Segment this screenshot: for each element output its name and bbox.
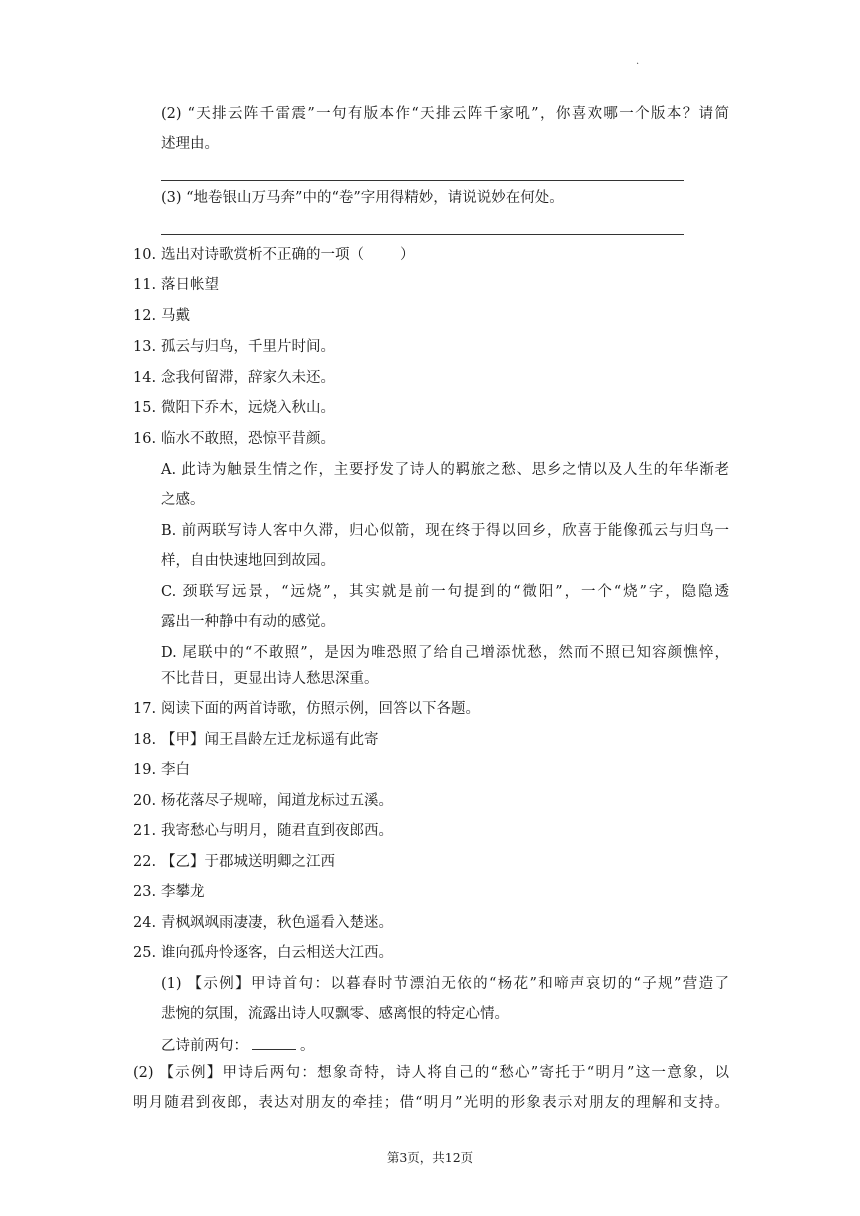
- example-1-line-3: 乙诗前两句： 。: [161, 1035, 315, 1056]
- option-b-line-1: B. 前两联写诗人客中久滞，归心似箭，现在终于得以回乡，欣喜于能像孤云与归鸟一: [161, 523, 729, 539]
- item-10: 10. 选出对诗歌赏析不正确的一项（ ）: [133, 247, 415, 263]
- item-25: 25. 谁向孤舟怜逐客，白云相送大江西。: [133, 945, 393, 961]
- answer-line-2[interactable]: [161, 180, 684, 181]
- option-d-line-2: 不比昔日，更显出诗人愁思深重。: [161, 671, 379, 687]
- item-19: 19. 李白: [133, 762, 190, 778]
- option-d-line-1: D. 尾联中的“不敢照”，是因为唯恐照了给自己增添忧愁，然而不照已知容颜憔悴，: [161, 645, 729, 661]
- item-18: 18. 【甲】闻王昌龄左迁龙标遥有此寄: [133, 732, 379, 748]
- item-23: 23. 李攀龙: [133, 884, 205, 900]
- option-c-line-2: 露出一种静中有动的感觉。: [161, 614, 335, 630]
- answer-line-3[interactable]: [161, 234, 684, 235]
- option-a-line-2: 之感。: [161, 492, 205, 508]
- item-21: 21. 我寄愁心与明月，随君直到夜郎西。: [133, 823, 393, 839]
- item-16: 16. 临水不敢照，恐惊平昔颜。: [133, 431, 335, 447]
- option-b-line-2: 样，自由快速地回到故园。: [161, 553, 335, 569]
- item-24: 24. 青枫飒飒雨凄凄，秋色遥看入楚迷。: [133, 915, 393, 931]
- question-3: (3) “地卷银山万马奔”中的“卷”字用得精妙，请说说妙在何处。: [161, 190, 564, 206]
- item-11: 11. 落日帐望: [133, 277, 219, 293]
- example-1-line-1: (1) 【示例】甲诗首句：以暮春时节漂泊无依的“杨花”和啼声哀切的“子规”营造了: [161, 976, 729, 992]
- example-1-line-2: 悲惋的氛围，流露出诗人叹飘零、感离恨的特定心情。: [161, 1006, 509, 1022]
- page-footer: 第3页，共12页: [386, 1150, 474, 1165]
- example-2-line-1: (2) 【示例】甲诗后两句：想象奇特，诗人将自己的“愁心”寄托于“明月”这一意象，以: [133, 1065, 729, 1081]
- question-2-line-1: (2) “天排云阵千雷震”一句有版本作“天排云阵千家吼”，你喜欢哪一个版本？请简: [161, 106, 729, 122]
- item-14: 14. 念我何留滞，辞家久未还。: [133, 370, 335, 386]
- item-20: 20. 杨花落尽子规啼，闻道龙标过五溪。: [133, 793, 393, 809]
- item-15: 15. 微阳下乔木，远烧入秋山。: [133, 400, 335, 416]
- item-13: 13. 孤云与归鸟，千里片时间。: [133, 339, 335, 355]
- question-2-line-2: 述理由。: [161, 136, 219, 152]
- option-c-line-1: C. 颈联写远景，“远烧”，其实就是前一句提到的“微阳”，一个“烧”字，隐隐透: [161, 584, 729, 600]
- option-a-line-1: A. 此诗为触景生情之作，主要抒发了诗人的羁旅之愁、思乡之情以及人生的年华渐老: [161, 462, 729, 478]
- fill-in-blank[interactable]: [252, 1035, 296, 1050]
- item-22: 22. 【乙】于郡城送明卿之江西: [133, 854, 335, 870]
- item-12: 12. 马戴: [133, 308, 190, 324]
- item-17: 17. 阅读下面的两首诗歌，仿照示例，回答以下各题。: [133, 701, 480, 717]
- example-2-line-2: 明月随君到夜郎，表达对朋友的牵挂；借“明月”光明的形象表示对朋友的理解和支持。: [133, 1095, 729, 1111]
- corner-dot: .: [636, 56, 640, 67]
